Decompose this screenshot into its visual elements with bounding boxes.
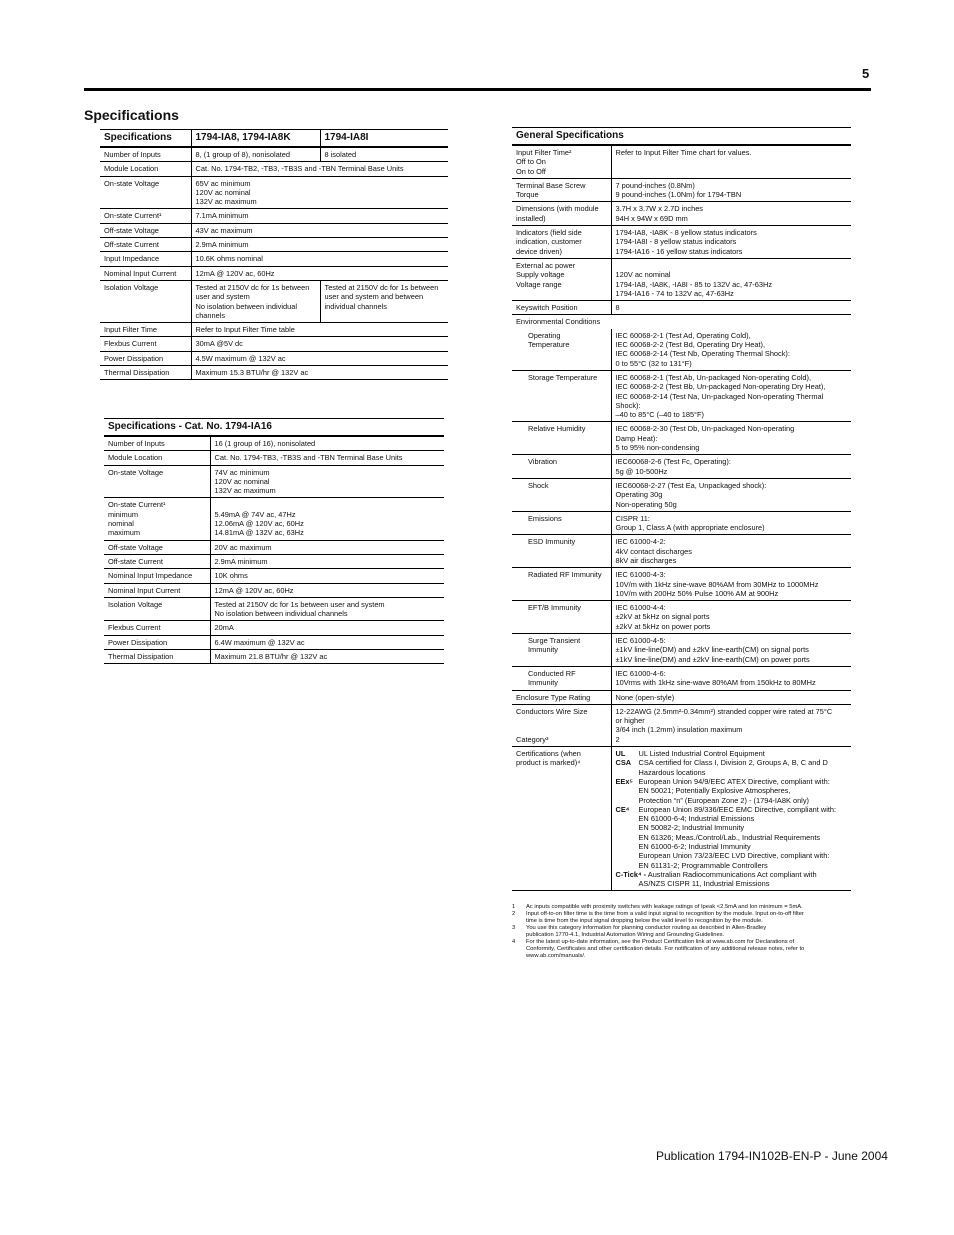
row-value: IEC 61000-4-3: 10V/m with 1kHz sine-wave 80%AM from 30MHz to 1000MHz 10V/m with 200Hz 50% Pulse 100% AM at 900Hz <box>611 568 851 601</box>
row-label: Input Filter Time² Off to On On to Off <box>512 145 611 178</box>
table-row <box>104 621 444 635</box>
table-row <box>100 280 448 322</box>
row-value: IEC60068-2-27 (Test Ea, Unpackaged shock): Operating 30g Non-operating 50g <box>611 478 851 511</box>
row-value: 20V ac maximum <box>210 540 444 554</box>
certification-desc: UL Listed Industrial Control Equipment <box>638 749 765 759</box>
certification-code: CSA <box>615 758 632 768</box>
general-title: General Specifications <box>512 128 851 146</box>
row-label: Off-state Voltage <box>100 223 191 237</box>
row-label: Storage Temperature <box>512 370 611 421</box>
table-row <box>512 145 851 178</box>
row-label: Emissions <box>512 511 611 535</box>
table-row <box>512 535 851 568</box>
row-label: Flexbus Current <box>104 621 210 635</box>
table-row <box>512 666 851 690</box>
row-label: Number of Inputs <box>104 436 210 451</box>
certification-item <box>616 805 848 870</box>
table-row <box>512 455 851 479</box>
row-label: Flexbus Current <box>100 337 191 351</box>
table-row <box>512 301 851 315</box>
specs-table-ia8 <box>100 129 448 380</box>
row-value: IEC 60068-2-30 (Test Db, Un-packaged Non-operating Damp Heat): 5 to 95% non-condensing <box>611 422 851 455</box>
table-row <box>100 176 448 209</box>
footnote-text: You use this category information for planning conductor routing as described in Allen-Bradley publication 1770-4.1, Industrial Automation Wiring and Grounding Guidelines. <box>526 925 767 938</box>
page-number: 5 <box>862 66 870 81</box>
row-label: Isolation Voltage <box>104 597 210 621</box>
table-row <box>512 258 851 300</box>
row-label: Conductors Wire Size Category³ <box>512 704 611 746</box>
footnotes <box>512 904 852 960</box>
row-label: Relative Humidity <box>512 422 611 455</box>
row-label: Isolation Voltage <box>100 280 191 322</box>
certification-item <box>616 777 848 805</box>
row-value: 12-22AWG (2.5mm²-0.34mm²) stranded copper wire rated at 75°C or higher 3/64 inch (1.2mm) insulation maximum 2 <box>611 704 851 746</box>
row-value-ia8i: 8 isolated <box>320 147 448 162</box>
row-value: Maximum 21.8 BTU/hr @ 132V ac <box>210 650 444 664</box>
row-value: 6.4W maximum @ 132V ac <box>210 635 444 649</box>
row-value: IEC 60068-2-1 (Test Ab, Un-packaged Non-operating Cold), IEC 60068-2-2 (Test Bb, Un-packaged Non-operating Dry Heat), IEC 60068-2-14 (Test Na, Un-packaged Non-operating Thermal Shock): –40 to 85°C (–40 to 185°F) <box>611 370 851 421</box>
section-title: Specifications <box>84 107 179 123</box>
table-row <box>104 650 444 664</box>
table-row <box>100 337 448 351</box>
row-label: Number of Inputs <box>100 147 191 162</box>
row-value: 20mA <box>210 621 444 635</box>
footnote <box>512 904 852 911</box>
row-label: Module Location <box>100 162 191 176</box>
row-value: 10K ohms <box>210 569 444 583</box>
row-value: 10.6K ohms nominal <box>191 252 448 266</box>
publication-number: Publication 1794-IN102B-EN-P - June 2004 <box>656 1149 888 1163</box>
header-ia8: 1794-IA8, 1794-IA8K <box>191 130 320 148</box>
row-value: 1794-IA8, -IA8K - 8 yellow status indicators 1794-IA8I - 8 yellow status indicators 1794-IA16 - 16 yellow status indicators <box>611 226 851 259</box>
footnote-number: 2 <box>512 911 516 917</box>
footnote-text: For the latest up-to-date information, see the Product Certification link at www.ab.com for Declarations of Conformity, Certificates and other certification details. For notification of any additional release notes, refer to www.ab.com/manuals/. <box>526 939 805 959</box>
row-value: 2.9mA minimum <box>191 238 448 252</box>
row-value: Refer to Input Filter Time table <box>191 323 448 337</box>
row-value: 7 pound-inches (0.8Nm) 9 pound-inches (1.0Nm) for 1794-TBN <box>611 178 851 202</box>
row-label: Vibration <box>512 455 611 479</box>
row-label: On-state Voltage <box>100 176 191 209</box>
table-row <box>100 147 448 162</box>
footnote-number: 4 <box>512 939 516 945</box>
table-row <box>104 554 444 568</box>
table-row <box>512 478 851 511</box>
row-label: Input Filter Time <box>100 323 191 337</box>
footnote-number: 1 <box>512 904 516 910</box>
row-value: IEC 61000-4-6: 10Vrms with 1kHz sine-wave 80%AM from 150kHz to 80MHz <box>611 666 851 690</box>
table-row <box>100 162 448 176</box>
row-label: Indicators (field side indication, customer device driven) <box>512 226 611 259</box>
footnote-text: Ac inputs compatible with proximity switches with leakage ratings of Ipeak <2.5mA and Ion minimum = 5mA. <box>526 904 803 910</box>
row-label: Off-state Voltage <box>104 540 210 554</box>
row-label: Shock <box>512 478 611 511</box>
row-label: Radiated RF Immunity <box>512 568 611 601</box>
row-label: Off-state Current <box>100 238 191 252</box>
row-value: 5.49mA @ 74V ac, 47Hz 12.06mA @ 120V ac, 60Hz 14.81mA @ 132V ac, 63Hz <box>210 498 444 540</box>
row-label: ESD Immunity <box>512 535 611 568</box>
certification-code: UL <box>615 749 626 759</box>
row-label: Conducted RF Immunity <box>512 666 611 690</box>
row-value: 65V ac minimum 120V ac nominal 132V ac maximum <box>191 176 448 209</box>
row-value: Maximum 15.3 BTU/hr @ 132V ac <box>191 366 448 380</box>
table-row <box>512 601 851 634</box>
row-label: Module Location <box>104 451 210 465</box>
table-row <box>100 266 448 280</box>
table-row <box>512 422 851 455</box>
row-value: IEC 61000-4-2: 4kV contact discharges 8kV air discharges <box>611 535 851 568</box>
row-value: 7.1mA minimum <box>191 209 448 223</box>
certification-desc: CSA certified for Class I, Division 2, Groups A, B, C and D Hazardous locations <box>638 758 828 777</box>
footnote-number: 3 <box>512 925 516 931</box>
row-value: Cat. No. 1794-TB2, -TB3, -TB3S and -TBN Terminal Base Units <box>191 162 448 176</box>
row-value: Tested at 2150V dc for 1s between user and system No isolation between individual channels <box>210 597 444 621</box>
table-row <box>512 704 851 746</box>
table-row <box>512 634 851 667</box>
env-heading: Environmental Conditions <box>516 317 601 327</box>
certification-desc: European Union 94/9/EEC ATEX Directive, compliant with: EN 50021; Potentially Explosive Atmospheres, Protection “n” (European Zone 2) - (1794-IA8K only) <box>638 776 830 805</box>
row-label: Nominal Input Current <box>104 583 210 597</box>
row-label: On-state Voltage <box>104 465 210 498</box>
table-row <box>512 226 851 259</box>
table-row <box>100 351 448 365</box>
table-row <box>104 498 444 540</box>
certification-code: C-Tick⁴ - <box>615 869 647 879</box>
certification-code: CE⁴ <box>615 804 630 814</box>
certification-item <box>616 758 848 777</box>
row-value-ia8i: Tested at 2150V dc for 1s between user and system and between individual channels <box>320 280 448 322</box>
header-specifications: Specifications <box>100 130 191 148</box>
row-label: Terminal Base Screw Torque <box>512 178 611 202</box>
table-row <box>512 178 851 202</box>
table-row <box>512 329 851 371</box>
general-specs-table <box>512 127 851 891</box>
table-row <box>100 252 448 266</box>
certification-item <box>616 749 848 758</box>
row-label: Dimensions (with module installed) <box>512 202 611 226</box>
row-label: Thermal Dissipation <box>104 650 210 664</box>
row-value-ia8: 8, (1 group of 8), nonisolated <box>191 147 320 162</box>
row-value: 8 <box>611 301 851 315</box>
header-rule <box>84 88 871 91</box>
table-row <box>512 370 851 421</box>
certification-desc: AS/NZS CISPR 11, Industrial Emissions <box>638 879 770 889</box>
footnote-text: Input off-to-on filter time is the time from a valid input signal to recognition by the module. Input on-to-off filter time is time from the input signal dropping below the valid level to recognition by the module. <box>526 911 804 924</box>
row-value: Cat. No. 1794-TB3, -TB3S and -TBN Terminal Base Units <box>210 451 444 465</box>
footnote <box>512 925 852 939</box>
row-label: Surge Transient Immunity <box>512 634 611 667</box>
row-value: 4.5W maximum @ 132V ac <box>191 351 448 365</box>
row-value: CISPR 11: Group 1, Class A (with appropriate enclosure) <box>611 511 851 535</box>
footnote <box>512 939 852 960</box>
row-label: Nominal Input Impedance <box>104 569 210 583</box>
row-label: Power Dissipation <box>104 635 210 649</box>
row-value: 2.9mA minimum <box>210 554 444 568</box>
table-row <box>104 451 444 465</box>
row-value-ia8: Tested at 2150V dc for 1s between user and system No isolation between individual channels <box>191 280 320 322</box>
table-row <box>512 202 851 226</box>
row-value: Refer to Input Filter Time chart for values. <box>611 145 851 178</box>
table-row <box>104 635 444 649</box>
table-row <box>104 436 444 451</box>
row-value: 12mA @ 120V ac, 60Hz <box>191 266 448 280</box>
row-value: 12mA @ 120V ac, 60Hz <box>210 583 444 597</box>
env-heading-row <box>512 315 851 329</box>
row-label: Keyswitch Position <box>512 301 611 315</box>
row-label: On-state Current¹ minimum nominal maximum <box>104 498 210 540</box>
certification-desc: Australian Radiocommunications Act compliant with <box>646 869 817 879</box>
row-label: Thermal Dissipation <box>100 366 191 380</box>
certification-desc: European Union 89/336/EEC EMC Directive, compliant with: EN 61000-6-4; Industrial Emissions EN 50082-2; Industrial Immunity EN 61326; Meas./Control/Lab., Industrial Requirements EN 61000-6-2; Industrial Immunity European Union 73/23/EEC LVD Directive, compliant with: EN 61131-2; Programmable Controllers <box>638 804 837 870</box>
table-row <box>512 690 851 704</box>
row-value: 120V ac nominal 1794-IA8, -IA8K, -IA8I - 85 to 132V ac, 47-63Hz 1794-IA16 - 74 to 132V ac, 47-63Hz <box>611 258 851 300</box>
row-label: External ac power Supply voltage Voltage range <box>512 258 611 300</box>
footnote <box>512 911 852 925</box>
table2-title: Specifications - Cat. No. 1794-IA16 <box>104 419 444 437</box>
table-row <box>104 465 444 498</box>
row-label: Enclosure Type Rating <box>512 690 611 704</box>
row-label: Off-state Current <box>104 554 210 568</box>
table-row <box>100 366 448 380</box>
row-value: IEC60068-2-6 (Test Fc, Operating): 5g @ 10-500Hz <box>611 455 851 479</box>
certifications-list <box>611 747 851 891</box>
row-value: 3.7H x 3.7W x 2.7D inches 94H x 94W x 69D mm <box>611 202 851 226</box>
certification-item <box>616 870 848 879</box>
table-row <box>104 597 444 621</box>
row-value: 16 (1 group of 16), nonisolated <box>210 436 444 451</box>
table-row <box>512 568 851 601</box>
row-value: IEC 60068-2-1 (Test Ad, Operating Cold), IEC 60068-2-2 (Test Bd, Operating Dry Heat), IEC 60068-2-14 (Test Nb, Operating Thermal Shock): 0 to 55°C (32 to 131°F) <box>611 329 851 371</box>
table-row <box>100 209 448 223</box>
table-row <box>100 238 448 252</box>
specs-table-ia16 <box>104 418 444 664</box>
table-row <box>104 569 444 583</box>
row-label: EFT/B Immunity <box>512 601 611 634</box>
row-label: Operating Temperature <box>512 329 611 371</box>
row-value: 30mA @5V dc <box>191 337 448 351</box>
row-value: 43V ac maximum <box>191 223 448 237</box>
table-row <box>100 323 448 337</box>
certification-code: EEx⁵ <box>615 776 633 786</box>
row-label: Certifications (when product is marked)⁴ <box>512 747 611 891</box>
header-ia8i: 1794-IA8I <box>320 130 448 148</box>
certifications-row <box>512 747 851 891</box>
table-row <box>104 540 444 554</box>
row-label: Power Dissipation <box>100 351 191 365</box>
row-label: Input Impedance <box>100 252 191 266</box>
table-row <box>512 511 851 535</box>
row-label: Nominal Input Current <box>100 266 191 280</box>
row-label: On-state Current¹ <box>100 209 191 223</box>
row-value: IEC 61000-4-5: ±1kV line-line(DM) and ±2kV line-earth(CM) on signal ports ±1kV line-line(DM) and ±2kV line-earth(CM) on power ports <box>611 634 851 667</box>
table-row <box>104 583 444 597</box>
row-value: IEC 61000-4-4: ±2kV at 5kHz on signal ports ±2kV at 5kHz on power ports <box>611 601 851 634</box>
table-row <box>100 223 448 237</box>
row-value: None (open-style) <box>611 690 851 704</box>
row-value: 74V ac minimum 120V ac nominal 132V ac maximum <box>210 465 444 498</box>
